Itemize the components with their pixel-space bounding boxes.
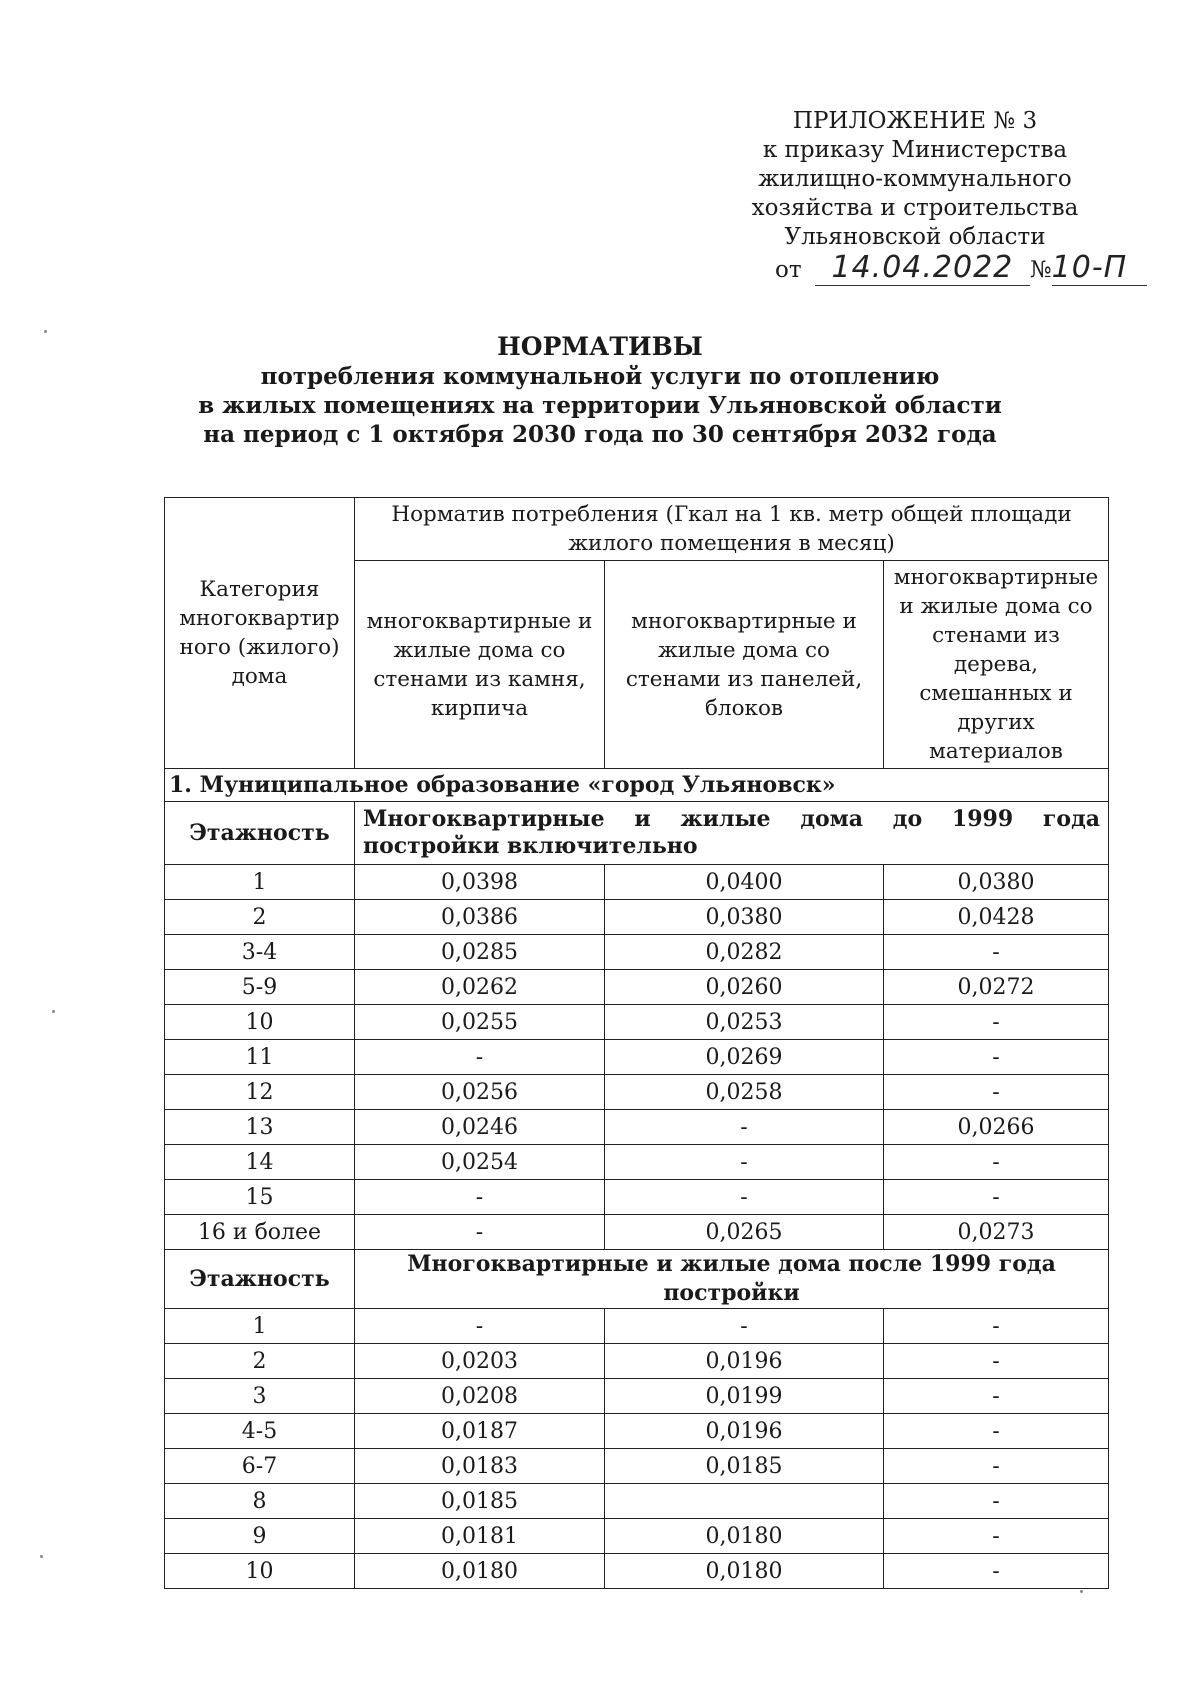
- value-cell: 0,0380: [884, 865, 1109, 900]
- floors-cell: 10: [165, 1005, 355, 1040]
- floors-cell: 1: [165, 865, 355, 900]
- floors-cell: 8: [165, 1484, 355, 1519]
- value-cell: -: [884, 1414, 1109, 1449]
- document-title: [0, 332, 1200, 449]
- value-cell: -: [355, 1180, 605, 1215]
- annex-title: ПРИЛОЖЕНИЕ № 3: [792, 108, 1038, 134]
- annex-line: к приказу Министерства: [762, 137, 1068, 163]
- floors-cell: 13: [165, 1110, 355, 1145]
- category-header: Категория многоквартир ного (жилого) дома: [165, 498, 355, 769]
- value-cell: 0,0285: [355, 935, 605, 970]
- value-cell: -: [884, 1379, 1109, 1414]
- table-row: [165, 1379, 1109, 1414]
- handwritten-number: 10-П: [1051, 250, 1128, 285]
- table-row: [165, 865, 1109, 900]
- table-row: [165, 1309, 1109, 1344]
- table-row: [165, 900, 1109, 935]
- value-cell: 0,0273: [884, 1215, 1109, 1250]
- table-row: [165, 970, 1109, 1005]
- value-cell: 0,0183: [355, 1449, 605, 1484]
- value-cell: -: [605, 1180, 884, 1215]
- title-line: потребления коммунальной услуги по отоплению: [260, 363, 940, 390]
- from-label: от: [775, 257, 802, 283]
- value-cell: -: [884, 1309, 1109, 1344]
- order-date-number: [775, 250, 1147, 286]
- table-row: [165, 1040, 1109, 1075]
- table-row: [165, 1484, 1109, 1519]
- floors-cell: 14: [165, 1145, 355, 1180]
- value-cell: 0,0260: [605, 970, 884, 1005]
- value-cell: 0,0258: [605, 1075, 884, 1110]
- value-cell: 0,0180: [355, 1554, 605, 1589]
- value-cell: -: [605, 1309, 884, 1344]
- value-cell: 0,0400: [605, 865, 884, 900]
- floors-cell: 3-4: [165, 935, 355, 970]
- norm-header: Норматив потребления (Гкал на 1 кв. метр общей площади жилого помещения в месяц): [355, 498, 1109, 561]
- floors-label: Этажность: [165, 802, 355, 865]
- floors-cell: 4-5: [165, 1414, 355, 1449]
- value-cell: -: [884, 1180, 1109, 1215]
- value-cell: 0,0246: [355, 1110, 605, 1145]
- value-cell: -: [884, 1040, 1109, 1075]
- value-cell: 0,0181: [355, 1519, 605, 1554]
- value-cell: 0,0272: [884, 970, 1109, 1005]
- table-row: [165, 1075, 1109, 1110]
- value-cell: 0,0185: [355, 1484, 605, 1519]
- value-cell: 0,0196: [605, 1344, 884, 1379]
- table-row: [165, 1519, 1109, 1554]
- value-cell: [605, 1484, 884, 1519]
- value-cell: -: [884, 1005, 1109, 1040]
- value-cell: 0,0269: [605, 1040, 884, 1075]
- table-row: [165, 1414, 1109, 1449]
- value-cell: -: [355, 1309, 605, 1344]
- value-cell: 0,0428: [884, 900, 1109, 935]
- table-row: [165, 1110, 1109, 1145]
- annex-block: [735, 107, 1095, 252]
- handwritten-date: 14.04.2022: [831, 250, 1014, 285]
- value-cell: -: [355, 1215, 605, 1250]
- group-title: Многоквартирные и жилые дома после 1999 года постройки: [355, 1250, 1109, 1309]
- value-cell: -: [605, 1110, 884, 1145]
- floors-cell: 9: [165, 1519, 355, 1554]
- value-cell: 0,0265: [605, 1215, 884, 1250]
- value-cell: 0,0199: [605, 1379, 884, 1414]
- table-row: [165, 1554, 1109, 1589]
- floors-cell: 3: [165, 1379, 355, 1414]
- value-cell: 0,0266: [884, 1110, 1109, 1145]
- table-row: [165, 935, 1109, 970]
- value-cell: 0,0380: [605, 900, 884, 935]
- floors-cell: 2: [165, 1344, 355, 1379]
- value-cell: -: [884, 1075, 1109, 1110]
- floors-cell: 15: [165, 1180, 355, 1215]
- value-cell: 0,0208: [355, 1379, 605, 1414]
- group-title: Многоквартирные и жилые дома до 1999 года постройки включительно: [355, 802, 1109, 865]
- title-line: на период с 1 октября 2030 года по 30 сентября 2032 года: [203, 421, 997, 448]
- floors-cell: 11: [165, 1040, 355, 1075]
- value-cell: 0,0398: [355, 865, 605, 900]
- value-cell: 0,0282: [605, 935, 884, 970]
- number-label: №: [1029, 257, 1052, 283]
- floors-cell: 6-7: [165, 1449, 355, 1484]
- value-cell: -: [355, 1040, 605, 1075]
- value-cell: 0,0253: [605, 1005, 884, 1040]
- value-cell: 0,0180: [605, 1519, 884, 1554]
- floors-cell: 12: [165, 1075, 355, 1110]
- value-cell: -: [884, 1344, 1109, 1379]
- table-row: [165, 1005, 1109, 1040]
- column-header-stone: многоквартирные и жилые дома со стенами из камня, кирпича: [355, 561, 605, 769]
- value-cell: -: [884, 1519, 1109, 1554]
- table-row: [165, 1180, 1109, 1215]
- title-line: в жилых помещениях на территории Ульяновской области: [198, 392, 1002, 419]
- value-cell: 0,0255: [355, 1005, 605, 1040]
- value-cell: 0,0196: [605, 1414, 884, 1449]
- value-cell: 0,0180: [605, 1554, 884, 1589]
- column-header-panel: многоквартирные и жилые дома со стенами из панелей, блоков: [605, 561, 884, 769]
- column-header-wood: многоквартирные и жилые дома со стенами из дерева, смешанных и других материалов: [884, 561, 1109, 769]
- floors-cell: 2: [165, 900, 355, 935]
- value-cell: 0,0185: [605, 1449, 884, 1484]
- value-cell: -: [884, 1554, 1109, 1589]
- title-main: НОРМАТИВЫ: [497, 332, 703, 361]
- table-row: [165, 1344, 1109, 1379]
- floors-cell: 1: [165, 1309, 355, 1344]
- value-cell: -: [884, 1145, 1109, 1180]
- value-cell: -: [884, 1449, 1109, 1484]
- value-cell: 0,0203: [355, 1344, 605, 1379]
- floors-label: Этажность: [165, 1250, 355, 1309]
- floors-cell: 10: [165, 1554, 355, 1589]
- table-row: [165, 1215, 1109, 1250]
- annex-line: Ульяновской области: [784, 224, 1046, 250]
- value-cell: -: [884, 935, 1109, 970]
- annex-line: жилищно-коммунального: [758, 166, 1072, 192]
- norms-table: [164, 497, 1109, 1589]
- value-cell: 0,0254: [355, 1145, 605, 1180]
- section-title: 1. Муниципальное образование «город Ульяновск»: [165, 769, 1109, 802]
- table-row: [165, 1145, 1109, 1180]
- value-cell: 0,0386: [355, 900, 605, 935]
- value-cell: -: [605, 1145, 884, 1180]
- table-row: [165, 1449, 1109, 1484]
- value-cell: 0,0187: [355, 1414, 605, 1449]
- floors-cell: 16 и более: [165, 1215, 355, 1250]
- floors-cell: 5-9: [165, 970, 355, 1005]
- value-cell: 0,0256: [355, 1075, 605, 1110]
- value-cell: -: [884, 1484, 1109, 1519]
- value-cell: 0,0262: [355, 970, 605, 1005]
- annex-line: хозяйства и строительства: [751, 195, 1079, 221]
